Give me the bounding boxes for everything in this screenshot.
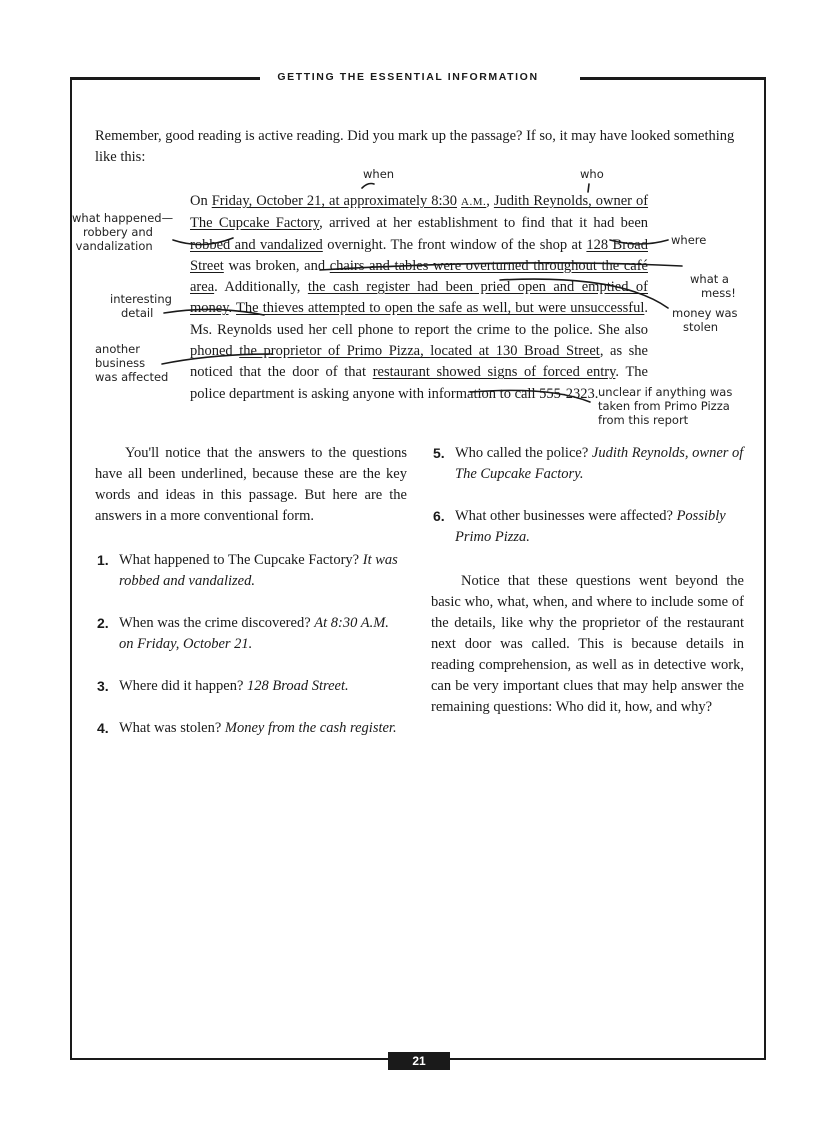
question-6: 6. What other businesses were affected? Possibly Primo Pizza. [433,508,726,545]
underline-safe: The thieves attempted to open the safe as well, but were unsuccessful [236,300,645,317]
intro-text: Remember, good reading is active reading. Did you mark up the passage? If so, it may have looked something like this: [95,128,735,165]
underline-money: the cash register had been pried open and emptied of money [190,279,648,317]
left-column [95,443,407,527]
note-interesting: interesting detail [110,292,172,320]
underline-primo: the proprietor of Primo Pizza, located at 130 Broad Street [239,343,600,360]
mark-interesting [164,309,264,315]
right-column [431,571,744,718]
question-4: 4. What was stolen? Money from the cash register. [97,720,397,736]
passage: On Friday, October 21, at approximately 8:30 A.M., Judith Reynolds, owner of The Cupcake Factory, arrived at her establishment to find that it had been robbed and vandalized overnight. The front window of the shop at 128 Broad Street was broken, and chairs and tables were overturned throughout the café area. Additionally, the cash register had been pried open and emptied of money. The thieves attempted to open the safe as well, but were unsuccessful. Ms. Reynolds used her cell phone to report the crime to the police. She also phoned the proprietor of Primo Pizza, located at 130 Broad Street, as she noticed that the door of that restaurant showed signs of forced entry. The police department is asking anyone with information to call 555-2323. [190,193,649,402]
underline-who: Judith Reynolds, owner of The Cupcake Factory [190,193,649,232]
note-what-happened: what happened— robbery and vandalization [72,211,174,253]
underline-where: 128 Broad Street [190,236,648,274]
note-when: when [363,167,395,181]
mark-when [362,184,374,189]
underline-when: Friday, October 21, at approximately 8:30 [211,193,458,209]
question-1: 1. What happened to The Cupcake Factory? It was robbed and vandalized. [97,552,398,589]
question-3: 3. Where did it happen? 128 Broad Street. [97,678,349,694]
mark-where [610,240,668,244]
note-another-business: another business was affected [95,342,169,384]
page-number: 21 [388,1052,450,1070]
mark-unclear [470,390,590,402]
mark-money [500,279,668,308]
header-title: GETTING THE ESSENTIAL INFORMATION [0,71,816,83]
note-who: who [580,167,604,181]
question-2: 2. When was the crime discovered? At 8:30 A.M. on Friday, October 21. [97,615,389,652]
mark-mess [320,263,682,270]
mark-who [588,184,589,192]
note-unclear: unclear if anything was taken from Primo Pizza from this report [598,385,733,427]
right-paragraph: Notice that these questions went beyond the basic who, what, when, and where to include some of the details, like why the proprietor of the restaurant next door was called. This is because details in reading comprehension, as well as in detective work, can be very important clues that may help answer the remaining questions: Who did it, how, and why? [431,573,744,715]
question-5: 5. Who called the police? Judith Reynolds, owner of The Cupcake Factory. [433,445,744,482]
underline-what-happened: robbed and vandalized [190,236,323,253]
underline-mess: chairs and tables were overturned throughout the café area [190,257,648,296]
underline-forced-entry: restaurant showed signs of forced entry [372,364,616,381]
mark-another [162,354,272,364]
mark-what-happened [173,238,233,245]
note-what-a-mess: what a mess! [690,272,736,300]
underline-am: A.M. [461,196,487,208]
note-where: where [671,233,707,247]
left-paragraph: You'll notice that the answers to the questions have all been underlined, because these are the key words and ideas in this passage. But here are the answers in a more conventional form. [95,445,407,524]
note-money-stolen: money was stolen [672,306,738,334]
